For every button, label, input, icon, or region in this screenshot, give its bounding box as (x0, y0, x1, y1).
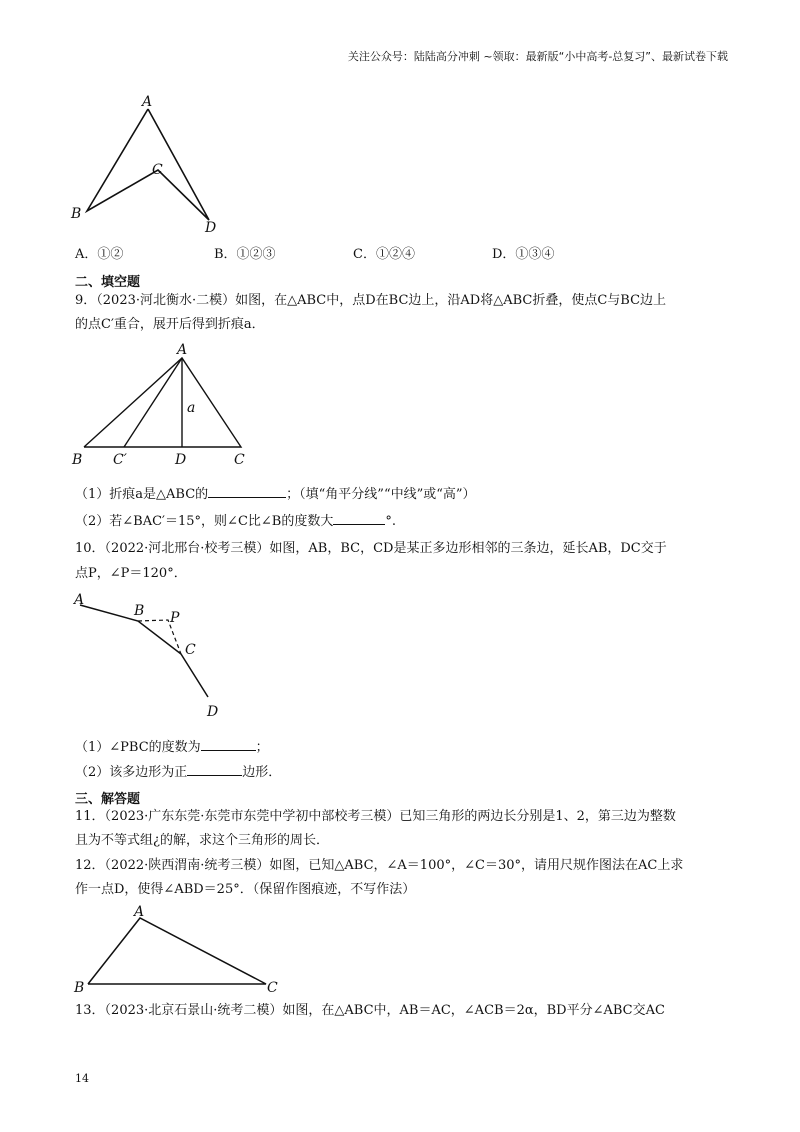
label-A: A (177, 342, 188, 358)
figure-q10 (60, 590, 240, 730)
label-B: B (134, 603, 145, 619)
label-C: C (234, 452, 245, 468)
answer-blank[interactable] (187, 762, 242, 776)
label-D: D (205, 220, 217, 236)
q10-sub1 (75, 737, 269, 757)
q10-sub1-text: （1）∠PBC的度数为 (75, 740, 201, 755)
option-c: C．①②④ (353, 247, 415, 262)
label-P: P (170, 610, 180, 626)
q12-stem-line1: 12．（2022·陕西渭南·统考三模）如图，已知△ABC，∠A＝100°，∠C＝30°，请用尺规作图法在AC上求 (75, 858, 684, 873)
q9-sub1 (75, 484, 476, 504)
figure-q12 (60, 900, 300, 1000)
figure-q8 (60, 90, 240, 240)
label-C: C (185, 642, 196, 658)
section-title-fill-blank: 二、填空题 (75, 275, 141, 290)
label-A: A (142, 94, 153, 110)
option-b: B．①②③ (214, 247, 276, 262)
label-A: A (74, 592, 85, 608)
q11-stem-line1: 11．（2023·广东东莞·东莞市东莞中学初中部校考三模）已知三角形的两边长分别是1、2，第三边为整数 (75, 809, 676, 824)
q10-sub2-text: （2）该多边形为正 (75, 765, 188, 780)
q11-stem-line2: 且为不等式组¿的解，求这个三角形的周长． (75, 833, 329, 848)
q9-sub2-text: （2）若∠BAC′＝15°，则∠C比∠B的度数大 (75, 514, 334, 529)
label-B: B (74, 980, 85, 996)
option-d: D．①③④ (492, 247, 555, 262)
q9-sub2 (75, 511, 396, 531)
page-header: 关注公众号：陆陆高分冲刺 ~领取：最新版“小中高考-总复习”、最新试卷下载 (347, 50, 728, 63)
option-a: A．①② (75, 247, 124, 262)
label-C-prime: C′ (113, 452, 127, 468)
q10-sub2 (75, 762, 281, 782)
figure-q9 (60, 340, 280, 470)
q9-sub1-hint: ；（填“角平分线”“中线”或“高”） (286, 487, 476, 502)
q9-stem-line1: 9．（2023·河北衡水·二模）如图，在△ABC中，点D在BC边上，沿AD将△ABC折叠，使点C与BC边上 (75, 293, 667, 308)
page-number: 14 (75, 1072, 89, 1085)
q10-stem-line1: 10．（2022·河北邢台·校考三模）如图，AB，BC，CD是某正多边形相邻的三条边，延长AB，DC交于 (75, 541, 667, 556)
label-C: C (267, 980, 278, 996)
answer-blank[interactable] (208, 484, 286, 498)
label-C: C (152, 162, 163, 178)
answer-blank[interactable] (201, 737, 256, 751)
q9-stem-line2: 的点C′重合，展开后得到折痕a． (75, 317, 265, 332)
answer-blank[interactable] (333, 511, 385, 525)
q10-sub1-end: ； (255, 740, 269, 755)
q9-sub1-text: （1）折痕a是△ABC的 (75, 487, 209, 502)
label-B: B (71, 206, 82, 222)
q10-sub2-end: 边形． (242, 765, 282, 780)
q12-stem-line2: 作一点D，使得∠ABD＝25°．（保留作图痕迹，不写作法） (75, 882, 416, 897)
q9-sub2-unit: °. (385, 514, 396, 529)
section-title-solution: 三、解答题 (75, 792, 141, 807)
label-B: B (72, 452, 83, 468)
label-a: a (187, 400, 196, 416)
q13-stem-line1: 13．（2023·北京石景山·统考二模）如图，在△ABC中，AB＝AC，∠ACB＝2α，BD平分∠ABC交AC (75, 1003, 665, 1018)
label-D: D (175, 452, 187, 468)
q10-stem-line2: 点P，∠P＝120°． (75, 566, 187, 581)
label-D: D (207, 704, 219, 720)
label-A: A (134, 904, 145, 920)
